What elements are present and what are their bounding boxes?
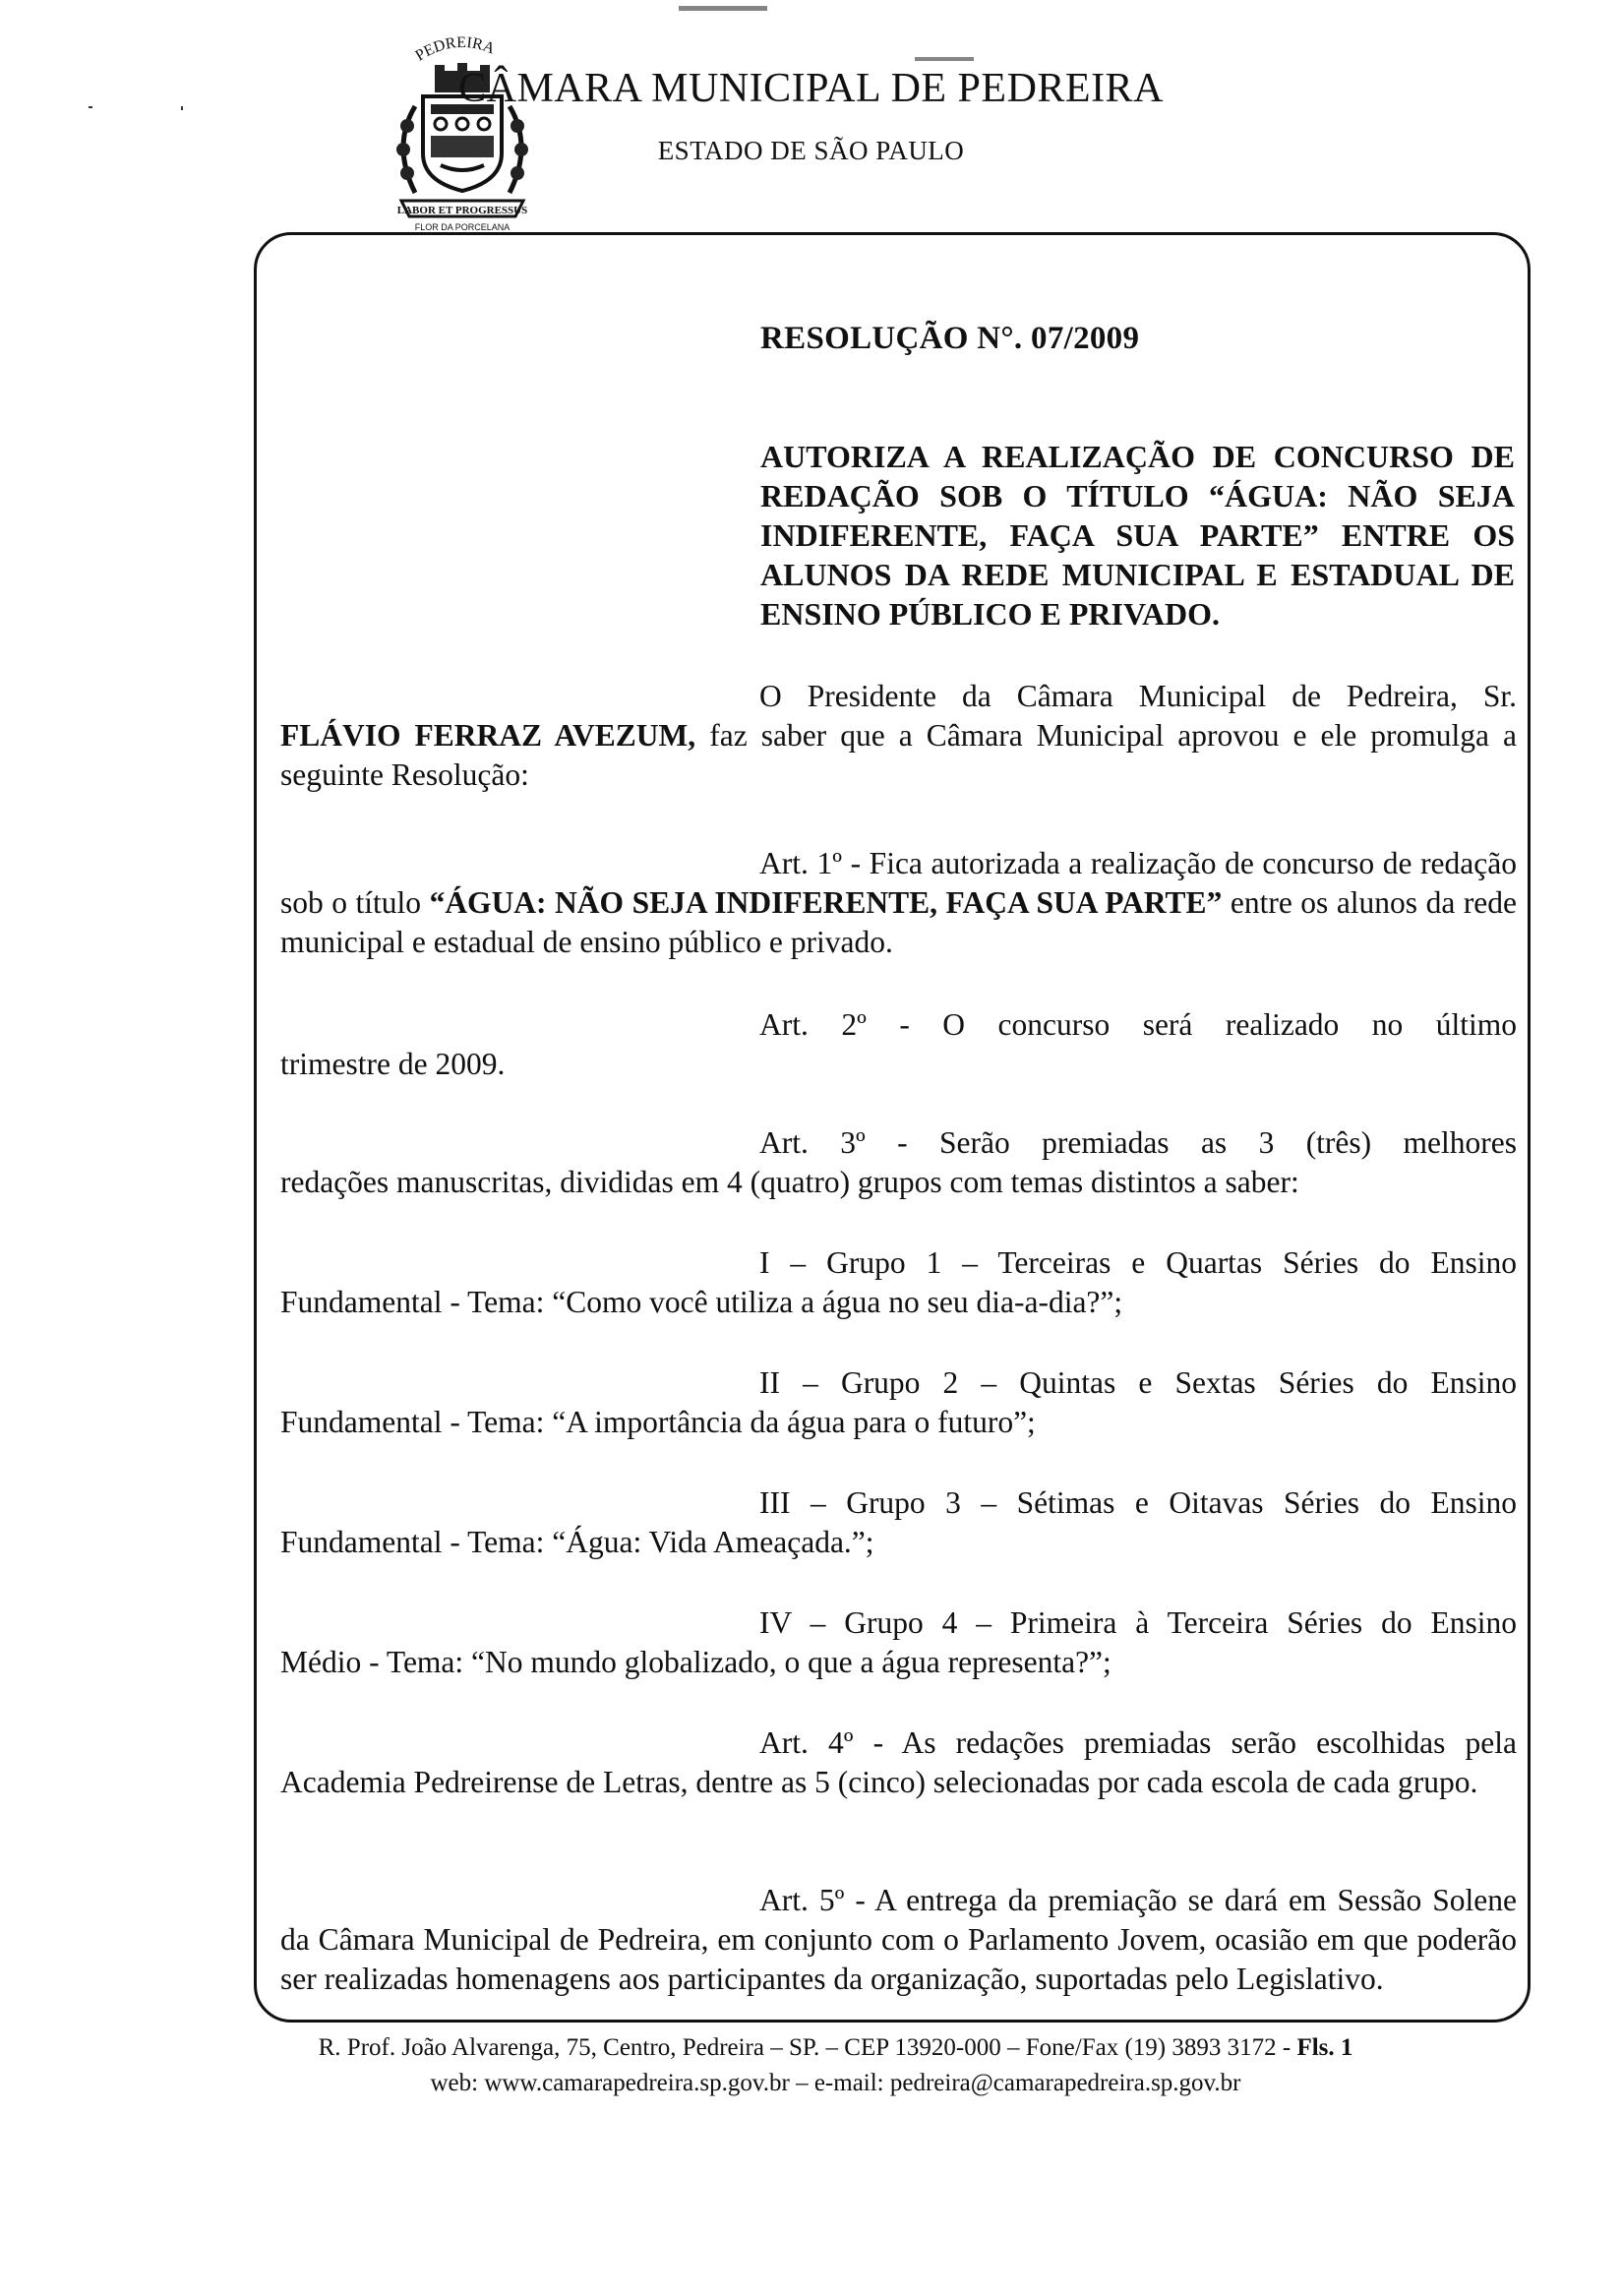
group-3-line2: Fundamental - Tema: “Água: Vida Ameaçada.”; xyxy=(280,1525,874,1559)
group-1-line1: I – Grupo 1 – Terceiras e Quartas Séries do Ensino xyxy=(759,1245,1517,1280)
article-3 xyxy=(280,1123,1517,1202)
group-2-line1: II – Grupo 2 – Quintas e Sextas Séries do Ensino xyxy=(759,1365,1517,1400)
group-1-line2: Fundamental - Tema: “Como você utiliza a água no seu dia-a-dia?”; xyxy=(280,1285,1123,1319)
preamble-intro: O Presidente da Câmara Municipal de Pedreira, Sr. xyxy=(759,679,1517,713)
resolution-summary: AUTORIZA A REALIZAÇÃO DE CONCURSO DE REDAÇÃO SOB O TÍTULO “ÁGUA: NÃO SEJA INDIFERENTE, FAÇA SUA PARTE” ENTRE OS ALUNOS DA REDE MUNICIPAL E ESTADUAL DE ENSINO PÚBLICO E PRIVADO. xyxy=(760,439,1515,632)
article-1 xyxy=(280,844,1517,962)
group-2 xyxy=(280,1363,1517,1442)
group-3-line1: III – Grupo 3 – Sétimas e Oitavas Séries do Ensino xyxy=(759,1485,1517,1520)
scan-speck xyxy=(181,106,183,110)
article-3-line2: redações manuscritas, divididas em 4 (quatro) grupos com temas distintos a saber: xyxy=(280,1165,1299,1199)
scan-speck xyxy=(915,57,974,61)
scan-speck xyxy=(89,106,92,108)
article-2-line1: Art. 2º - O concurso será realizado no último xyxy=(759,1007,1517,1042)
president-name: FLÁVIO FERRAZ AVEZUM, xyxy=(280,718,696,753)
footer-contact: web: www.camarapedreira.sp.gov.br – e-mail: pedreira@camarapedreira.sp.gov.br xyxy=(430,2070,1241,2096)
article-1-rest: entre os alunos da rede municipal e estadual de ensino público e privado. xyxy=(280,885,1518,959)
page-title: CÂMARA MUNICIPAL DE PEDREIRA xyxy=(458,66,1164,111)
resolution-number: RESOLUÇÃO N°. 07/2009 xyxy=(760,321,1140,356)
group-3 xyxy=(280,1483,1517,1562)
article-2 xyxy=(280,1005,1517,1084)
article-5: Art. 5º - A entrega da premiação se dará em Sessão Solene da Câmara Municipal de Pedreira, em conjunto com o Parlamento Jovem, ocasião em que poderão ser realizadas homenagens aos participantes da organização, suportadas pelo Legislativo. xyxy=(280,1883,1517,1996)
municipal-crest xyxy=(372,28,553,234)
article-2-line2: trimestre de 2009. xyxy=(280,1047,506,1081)
group-2-line2: Fundamental - Tema: “A importância da água para o futuro”; xyxy=(280,1405,1036,1439)
crest-bottom-text: FLOR DA PORCELANA xyxy=(414,222,511,232)
group-4-line2: Médio - Tema: “No mundo globalizado, o que a água representa?”; xyxy=(280,1645,1111,1679)
crest-top-text: PEDREIRA xyxy=(412,33,498,65)
coat-of-arms-icon xyxy=(372,28,553,234)
preamble xyxy=(280,677,1517,795)
page-subtitle: ESTADO DE SÃO PAULO xyxy=(657,136,965,165)
contest-title: “ÁGUA: NÃO SEJA INDIFERENTE, FAÇA SUA PARTE” xyxy=(429,885,1223,920)
page-number: Fls. 1 xyxy=(1296,2034,1353,2061)
crest-motto: LABOR ET PROGRESSUS xyxy=(396,205,528,216)
article-1-lead: Art. 1º - Fica autorizada a realização de concurso de redação sob o título xyxy=(280,846,1517,920)
article-4: Art. 4º - As redações premiadas serão escolhidas pela Academia Pedreirense de Letras, dentre as 5 (cinco) selecionadas por cada escola de cada grupo. xyxy=(280,1725,1517,1799)
scan-speck xyxy=(679,6,767,11)
group-4 xyxy=(280,1603,1517,1682)
group-1 xyxy=(280,1243,1517,1322)
group-4-line1: IV – Grupo 4 – Primeira à Terceira Séries do Ensino xyxy=(759,1605,1517,1640)
preamble-rest: faz saber que a Câmara Municipal aprovou e ele promulga a seguinte Resolução: xyxy=(280,718,1518,792)
footer-address xyxy=(0,2034,1622,2062)
article-3-line1: Art. 3º - Serão premiadas as 3 (três) melhores xyxy=(759,1125,1517,1160)
footer-address-text: R. Prof. João Alvarenga, 75, Centro, Pedreira – SP. – CEP 13920-000 – Fone/Fax (19) 3893 3172 - xyxy=(318,2034,1292,2061)
